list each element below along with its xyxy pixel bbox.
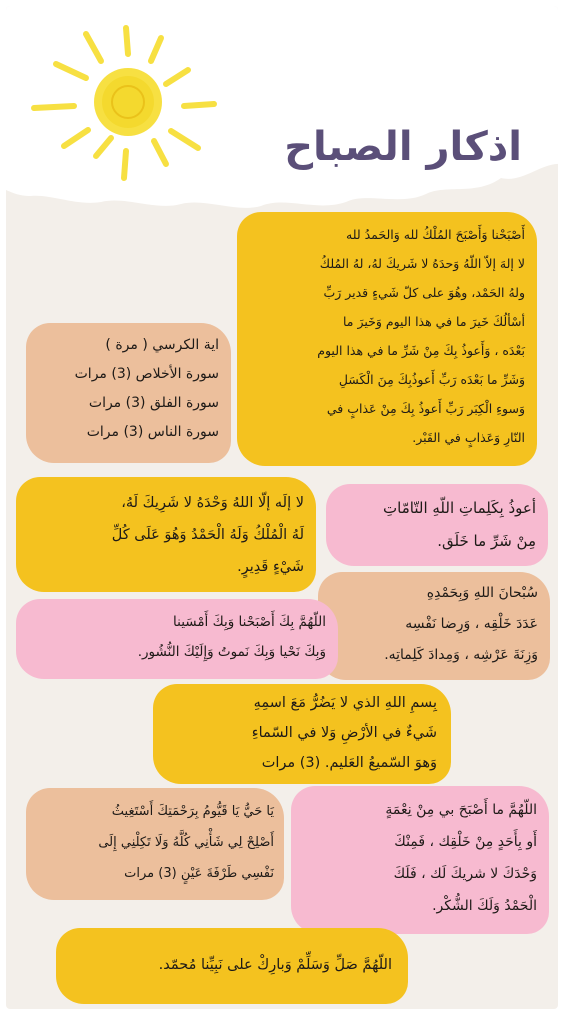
sun-icon bbox=[16, 6, 236, 196]
dhikr-block-tahlil bbox=[16, 477, 316, 592]
dhikr-line: أَصْلِحْ لِي شَأْنِي كُلَّهُ وَلَا تَكِلْنِي إِلَى bbox=[98, 835, 274, 850]
dhikr-line: شَيْءٍ قَدِيرٍ. bbox=[237, 559, 304, 575]
dhikr-line: مِنْ شَرِّ ما خَلَق. bbox=[437, 532, 536, 550]
dhikr-line: يَا حَيُّ يَا قَيُّومُ بِرَحْمَتِكَ أَسْتَغِيثُ bbox=[111, 804, 274, 819]
dhikr-line: وَهوَ السّميعُ العَليم. (3) مرات bbox=[261, 755, 437, 771]
dhikr-block-asbahna bbox=[237, 212, 537, 466]
dhikr-block-salawat bbox=[56, 928, 408, 1004]
dhikr-line: أَصْبَحْنا وَأَصْبَحَ المُلْكُ لله وَالحَمدُ لله bbox=[346, 227, 525, 242]
dhikr-block-bismillah bbox=[153, 684, 451, 784]
dhikr-line: الْحَمْدُ وَلَكَ الشُّكْر. bbox=[432, 898, 537, 914]
dhikr-block-bika-asbahna bbox=[16, 599, 338, 679]
dhikr-block-ma-asbaha bbox=[291, 786, 549, 934]
page-background bbox=[6, 6, 558, 1009]
dhikr-line: أعوذُ بِكَلِماتِ اللّهِ التّامّاتِ bbox=[383, 499, 536, 517]
dhikr-line: أَو بِأَحَدٍ مِنْ خَلْقِك ، فَمِنْكَ bbox=[394, 834, 537, 850]
dhikr-line: اية الكرسي ( مرة ) bbox=[105, 337, 219, 353]
dhikr-line: بَعْدَه ، وَأَعوذُ بِكَ مِنْ شَرِّ ما في هذا اليوم bbox=[317, 343, 525, 358]
dhikr-line: وَشَرِّ ما بَعْدَه رَبِّ أَعوذُبِكَ مِنَ الْكَسَلِ bbox=[338, 372, 525, 387]
dhikr-line: لا إلهَ إلاّ اللّهُ وَحدَهُ لا شَريكَ لهُ، لهُ المُلكُ bbox=[319, 256, 525, 271]
dhikr-line: لا إلَه إلّا اللهُ وَحْدَهُ لا شَرِيكَ لَهُ، bbox=[121, 495, 304, 511]
dhikr-line: وَزِنَةَ عَرْشِه ، وَمِدادَ كَلِماتِه. bbox=[384, 647, 538, 663]
dhikr-line: بِسمِ اللهِ الذي لا يَضُرُّ مَعَ اسمِهِ bbox=[253, 695, 437, 711]
dhikr-line: وَحْدَكَ لا شريكَ لَك ، فَلَكَ bbox=[393, 866, 537, 882]
dhikr-block-surahs bbox=[26, 323, 231, 463]
dhikr-line: سورة الناس (3) مرات bbox=[86, 424, 219, 440]
dhikr-line: اللّهُمَّ بِكَ أَصْبَحْنا وَبِكَ أَمْسَينا bbox=[173, 614, 326, 630]
dhikr-block-subhan bbox=[318, 572, 550, 680]
dhikr-line: وَسوءِ الْكِبَر رَبِّ أَعوذُ بِكَ مِنْ عَذابٍ في bbox=[326, 401, 525, 416]
dhikr-line: لَهُ الْمُلْكُ وَلَهُ الْحَمْدُ وَهُوَ عَلَى كُلِّ bbox=[111, 527, 304, 543]
dhikr-block-audhu bbox=[326, 484, 548, 566]
dhikr-line: ولهُ الحَمْد، وهُوَ على كلّ شَيءٍ قدير رَبِّ bbox=[323, 285, 525, 300]
page-title: اذكار الصباح bbox=[284, 124, 522, 170]
dhikr-block-ya-hayy bbox=[26, 788, 284, 900]
dhikr-line: اللّهُمَّ ما أَصْبَحَ بي مِنْ نِعْمَةٍ bbox=[385, 802, 537, 818]
dhikr-line: سورة الأخلاص (3) مرات bbox=[74, 366, 219, 382]
dhikr-line: سُبْحانَ اللهِ وَبِحَمْدِهِ bbox=[426, 585, 538, 601]
dhikr-line: شَيءٌ في الأرْضِ وَلا في السّماءِ bbox=[251, 725, 437, 741]
dhikr-line: اللّهُمَّ صَلِّ وَسَلِّمْ وَبارِكْ على نَبِيِّنا مُحمّد. bbox=[158, 957, 392, 973]
dhikr-line: نَفْسِي طَرْفَةَ عَيْنٍ (3) مرات bbox=[124, 866, 274, 881]
dhikr-line: أسْألُكَ خَيرَ ما في هذا اليوم وَخَيرَ ما bbox=[342, 314, 525, 329]
dhikr-line: عَدَدَ خَلْقِه ، وَرِضا نَفْسِه bbox=[405, 616, 538, 632]
dhikr-line: النّارِ وَعَذابٍ في القَبْر. bbox=[412, 430, 525, 445]
dhikr-line: سورة الفلق (3) مرات bbox=[88, 395, 219, 411]
dhikr-line: وَبِكَ نَحْيا وَبِكَ نَموتُ وَإِلَيْكَ النُّشُور. bbox=[137, 644, 326, 660]
